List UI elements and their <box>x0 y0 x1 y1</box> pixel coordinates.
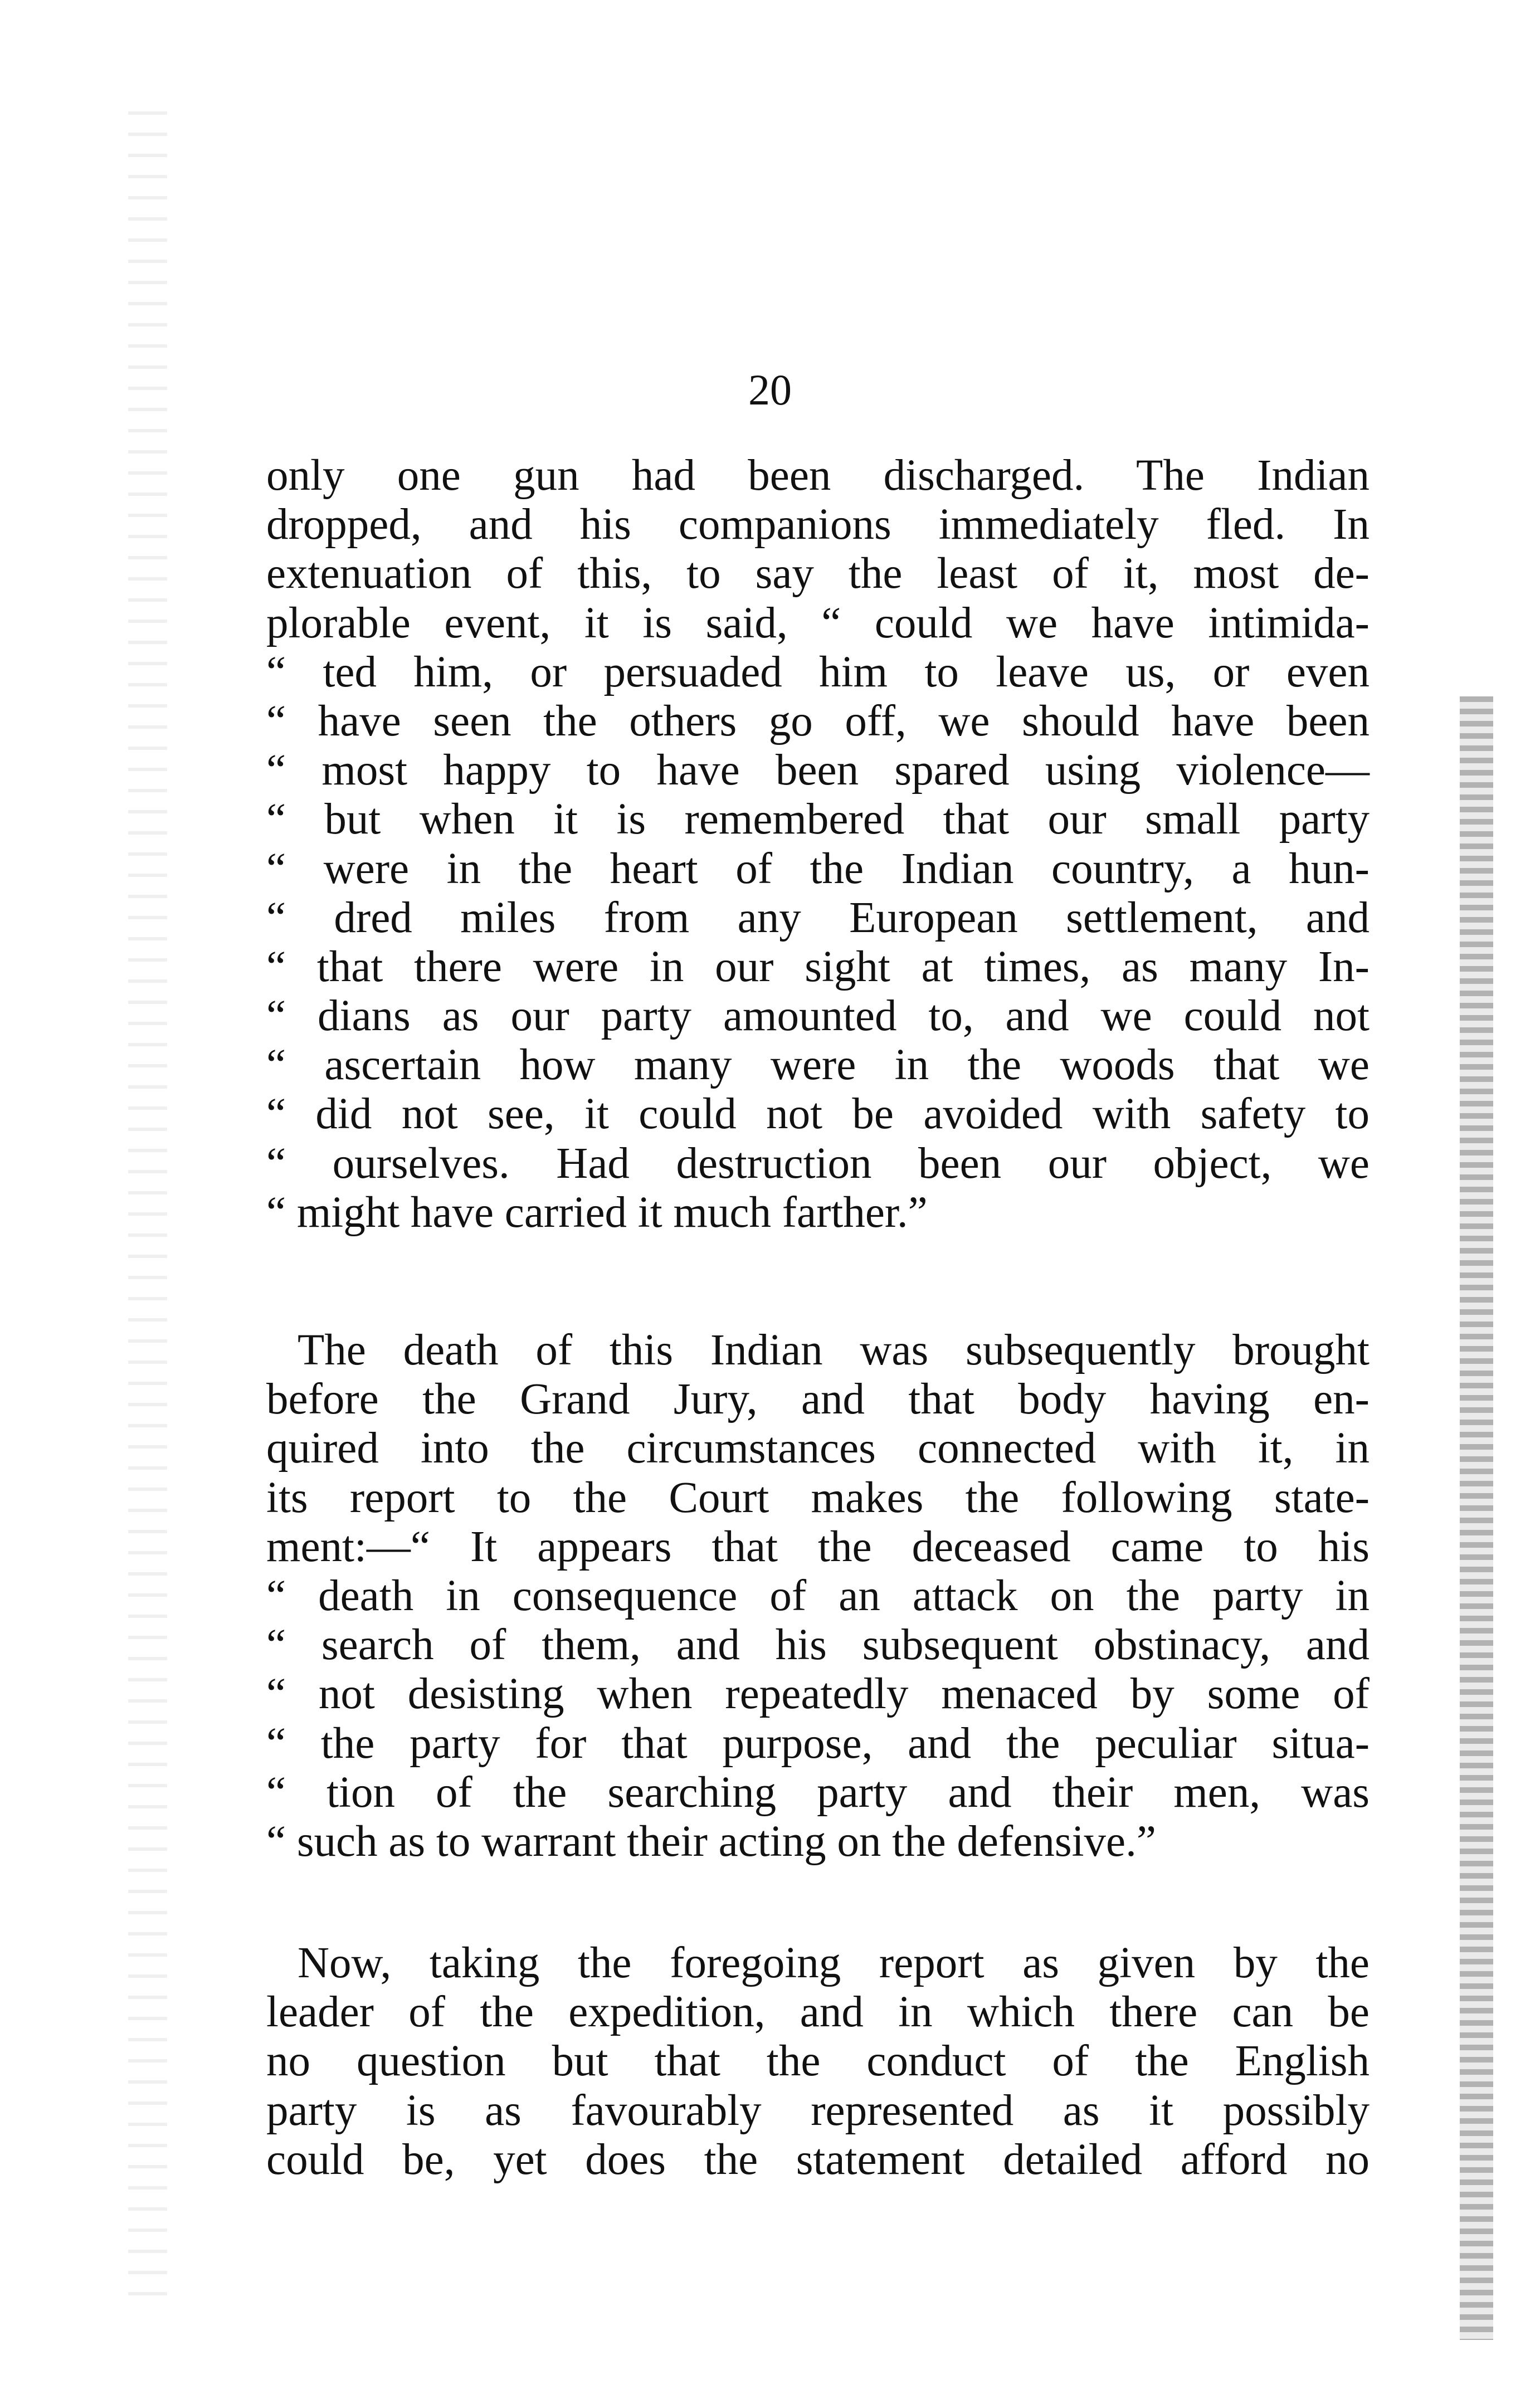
text-line: “ ourselves. Had destruction been our object, we <box>266 1139 1370 1188</box>
text-line: leader of the expedition, and in which there can be <box>266 1988 1370 2037</box>
text-line: “ death in consequence of an attack on the party in <box>266 1571 1370 1620</box>
text-line: “ were in the heart of the Indian country, a hun- <box>266 844 1370 893</box>
text-line: “ have seen the others go off, we should have been <box>266 696 1370 745</box>
text-line: only one gun had been discharged. The Indian <box>266 451 1370 500</box>
text-line: could be, yet does the statement detailed afford no <box>266 2135 1370 2184</box>
text-line: no question but that the conduct of the English <box>266 2037 1370 2086</box>
text-line: The death of this Indian was subsequently brought <box>298 1326 1370 1374</box>
text-line: its report to the Court makes the following state- <box>266 1473 1370 1522</box>
text-line: “ tion of the searching party and their men, was <box>266 1768 1370 1817</box>
text-line: “ that there were in our sight at times, as many In- <box>266 942 1370 991</box>
text-line: before the Grand Jury, and that body having en- <box>266 1375 1370 1424</box>
text-line: “ such as to warrant their acting on the defensive.” <box>266 1817 1156 1866</box>
text-line: quired into the circumstances connected with it, in <box>266 1424 1370 1473</box>
paragraph-3 <box>266 1939 1370 2185</box>
text-line: ment:—“ It appears that the deceased came to his <box>266 1522 1370 1571</box>
paragraph-1 <box>266 451 1370 1237</box>
text-line: “ dians as our party amounted to, and we could not <box>266 992 1370 1041</box>
text-line: “ ted him, or persuaded him to leave us, or even <box>266 647 1370 696</box>
text-line: “ ascertain how many were in the woods that we <box>266 1041 1370 1090</box>
page-edge-shadow-left <box>128 111 167 2307</box>
text-line: “ most happy to have been spared using violence— <box>266 746 1370 795</box>
text-line: party is as favourably represented as it possibly <box>266 2086 1370 2135</box>
text-line: “ might have carried it much farther.” <box>266 1188 928 1237</box>
text-line: “ search of them, and his subsequent obstinacy, and <box>266 1621 1370 1670</box>
text-line: “ the party for that purpose, and the peculiar situa- <box>266 1719 1370 1768</box>
text-line: “ dred miles from any European settlement, and <box>266 893 1370 942</box>
text-line: extenuation of this, to say the least of it, most de- <box>266 549 1370 598</box>
text-line: Now, taking the foregoing report as given by the <box>298 1939 1370 1987</box>
page-number: 20 <box>748 365 792 414</box>
text-line: “ did not see, it could not be avoided with safety to <box>266 1090 1370 1139</box>
page-edge-shadow-right <box>1460 696 1493 2340</box>
text-line: dropped, and his companions immediately fled. In <box>266 500 1370 549</box>
paragraph-2 <box>266 1326 1370 1866</box>
text-line: “ but when it is remembered that our small party <box>266 795 1370 844</box>
text-line: “ not desisting when repeatedly menaced by some of <box>266 1670 1370 1719</box>
text-line: plorable event, it is said, “ could we have intimida- <box>266 598 1370 647</box>
